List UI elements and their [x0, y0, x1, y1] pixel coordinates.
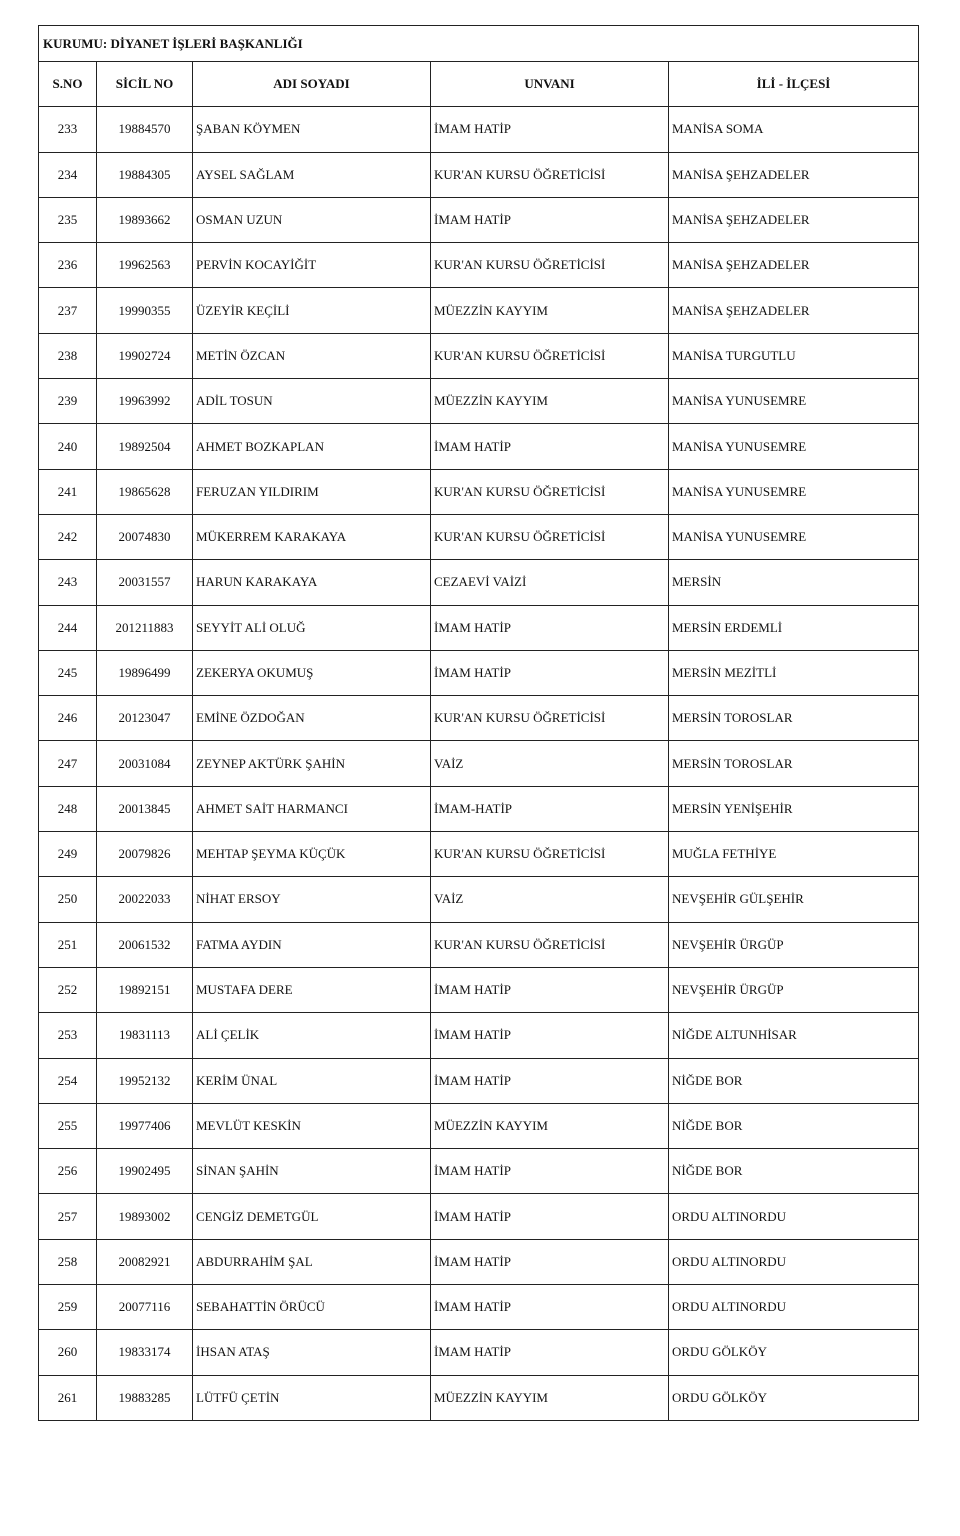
table-row: [39, 650, 919, 695]
table-row: [39, 832, 919, 877]
cell-sno: 248: [39, 786, 97, 831]
column-header-sicil-no: SİCİL NO: [97, 62, 193, 107]
table-row: [39, 1285, 919, 1330]
table-row: [39, 696, 919, 741]
cell-sno: 254: [39, 1058, 97, 1103]
cell-sno: 253: [39, 1013, 97, 1058]
cell-sicil-no: 201211883: [97, 605, 193, 650]
table-row: [39, 877, 919, 922]
cell-sicil-no: 20074830: [97, 514, 193, 559]
cell-title: KUR'AN KURSU ÖĞRETİCİSİ: [431, 696, 669, 741]
cell-location: ORDU GÖLKÖY: [669, 1375, 919, 1420]
cell-title: VAİZ: [431, 877, 669, 922]
cell-name: AHMET BOZKAPLAN: [193, 424, 431, 469]
cell-name: FATMA AYDIN: [193, 922, 431, 967]
cell-title: İMAM HATİP: [431, 1285, 669, 1330]
cell-name: ADİL TOSUN: [193, 379, 431, 424]
cell-sicil-no: 19892151: [97, 967, 193, 1012]
cell-location: MERSİN TOROSLAR: [669, 696, 919, 741]
table-row: [39, 288, 919, 333]
cell-sicil-no: 19963992: [97, 379, 193, 424]
cell-sicil-no: 20123047: [97, 696, 193, 741]
cell-location: NİĞDE BOR: [669, 1058, 919, 1103]
cell-location: MANİSA SOMA: [669, 107, 919, 152]
cell-location: MERSİN ERDEMLİ: [669, 605, 919, 650]
cell-sno: 259: [39, 1285, 97, 1330]
cell-sno: 243: [39, 560, 97, 605]
cell-sicil-no: 20061532: [97, 922, 193, 967]
cell-name: MEVLÜT KESKİN: [193, 1103, 431, 1148]
cell-name: ZEKERYA OKUMUŞ: [193, 650, 431, 695]
cell-name: NİHAT ERSOY: [193, 877, 431, 922]
table-row: [39, 1149, 919, 1194]
cell-name: ZEYNEP AKTÜRK ŞAHİN: [193, 741, 431, 786]
institution-row: [39, 26, 919, 62]
cell-title: MÜEZZİN KAYYIM: [431, 1103, 669, 1148]
cell-location: MANİSA YUNUSEMRE: [669, 379, 919, 424]
cell-name: MÜKERREM KARAKAYA: [193, 514, 431, 559]
cell-sicil-no: 19990355: [97, 288, 193, 333]
cell-title: İMAM HATİP: [431, 1058, 669, 1103]
cell-sicil-no: 19831113: [97, 1013, 193, 1058]
cell-name: EMİNE ÖZDOĞAN: [193, 696, 431, 741]
cell-title: KUR'AN KURSU ÖĞRETİCİSİ: [431, 152, 669, 197]
cell-sicil-no: 20082921: [97, 1239, 193, 1284]
cell-sicil-no: 19892504: [97, 424, 193, 469]
cell-location: MERSİN TOROSLAR: [669, 741, 919, 786]
cell-sicil-no: 19833174: [97, 1330, 193, 1375]
cell-name: ABDURRAHİM ŞAL: [193, 1239, 431, 1284]
cell-sno: 258: [39, 1239, 97, 1284]
cell-sno: 255: [39, 1103, 97, 1148]
column-header-name: ADI SOYADI: [193, 62, 431, 107]
cell-location: MERSİN YENİŞEHİR: [669, 786, 919, 831]
cell-name: AHMET SAİT HARMANCI: [193, 786, 431, 831]
cell-sno: 238: [39, 333, 97, 378]
cell-sno: 256: [39, 1149, 97, 1194]
cell-name: MUSTAFA DERE: [193, 967, 431, 1012]
table-row: [39, 197, 919, 242]
cell-location: MANİSA YUNUSEMRE: [669, 424, 919, 469]
cell-title: İMAM-HATİP: [431, 786, 669, 831]
cell-title: İMAM HATİP: [431, 967, 669, 1012]
cell-title: İMAM HATİP: [431, 1239, 669, 1284]
cell-title: İMAM HATİP: [431, 605, 669, 650]
cell-title: VAİZ: [431, 741, 669, 786]
table-row: [39, 1103, 919, 1148]
header-row: [39, 62, 919, 107]
cell-name: CENGİZ DEMETGÜL: [193, 1194, 431, 1239]
cell-sicil-no: 19884570: [97, 107, 193, 152]
cell-sicil-no: 20077116: [97, 1285, 193, 1330]
cell-sicil-no: 19902495: [97, 1149, 193, 1194]
cell-location: MANİSA ŞEHZADELER: [669, 243, 919, 288]
table-row: [39, 1194, 919, 1239]
column-header-location: İLİ - İLÇESİ: [669, 62, 919, 107]
cell-location: MANİSA YUNUSEMRE: [669, 514, 919, 559]
cell-title: MÜEZZİN KAYYIM: [431, 1375, 669, 1420]
cell-name: LÜTFÜ ÇETİN: [193, 1375, 431, 1420]
cell-location: MANİSA ŞEHZADELER: [669, 288, 919, 333]
cell-name: MEHTAP ŞEYMA KÜÇÜK: [193, 832, 431, 877]
cell-sno: 244: [39, 605, 97, 650]
table-body: [39, 107, 919, 1421]
cell-sicil-no: 19884305: [97, 152, 193, 197]
cell-sno: 237: [39, 288, 97, 333]
cell-title: İMAM HATİP: [431, 197, 669, 242]
table-row: [39, 1330, 919, 1375]
cell-name: OSMAN UZUN: [193, 197, 431, 242]
cell-title: İMAM HATİP: [431, 1013, 669, 1058]
cell-location: MANİSA ŞEHZADELER: [669, 197, 919, 242]
table-row: [39, 152, 919, 197]
cell-location: NİĞDE BOR: [669, 1103, 919, 1148]
table-row: [39, 1058, 919, 1103]
cell-location: ORDU ALTINORDU: [669, 1285, 919, 1330]
cell-location: NEVŞEHİR ÜRGÜP: [669, 922, 919, 967]
cell-location: NEVŞEHİR ÜRGÜP: [669, 967, 919, 1012]
cell-sicil-no: 20031084: [97, 741, 193, 786]
cell-name: HARUN KARAKAYA: [193, 560, 431, 605]
cell-sno: 247: [39, 741, 97, 786]
personnel-table: [38, 25, 919, 1421]
cell-name: METİN ÖZCAN: [193, 333, 431, 378]
table-row: [39, 1239, 919, 1284]
cell-sicil-no: 20079826: [97, 832, 193, 877]
cell-title: İMAM HATİP: [431, 424, 669, 469]
cell-name: ÜZEYİR KEÇİLİ: [193, 288, 431, 333]
cell-sicil-no: 19896499: [97, 650, 193, 695]
cell-name: ŞABAN KÖYMEN: [193, 107, 431, 152]
cell-location: MANİSA YUNUSEMRE: [669, 469, 919, 514]
table-row: [39, 333, 919, 378]
cell-title: KUR'AN KURSU ÖĞRETİCİSİ: [431, 832, 669, 877]
cell-title: KUR'AN KURSU ÖĞRETİCİSİ: [431, 469, 669, 514]
cell-sicil-no: 19893002: [97, 1194, 193, 1239]
table-row: [39, 379, 919, 424]
table-row: [39, 560, 919, 605]
cell-title: KUR'AN KURSU ÖĞRETİCİSİ: [431, 514, 669, 559]
cell-title: İMAM HATİP: [431, 1149, 669, 1194]
table-row: [39, 424, 919, 469]
table-row: [39, 1013, 919, 1058]
cell-sno: 249: [39, 832, 97, 877]
cell-location: MERSİN: [669, 560, 919, 605]
cell-sicil-no: 19893662: [97, 197, 193, 242]
cell-sicil-no: 19952132: [97, 1058, 193, 1103]
cell-name: SİNAN ŞAHİN: [193, 1149, 431, 1194]
cell-sicil-no: 20031557: [97, 560, 193, 605]
cell-name: FERUZAN YILDIRIM: [193, 469, 431, 514]
cell-sno: 239: [39, 379, 97, 424]
cell-sicil-no: 19977406: [97, 1103, 193, 1148]
cell-location: MUĞLA FETHİYE: [669, 832, 919, 877]
cell-title: İMAM HATİP: [431, 650, 669, 695]
cell-location: NEVŞEHİR GÜLŞEHİR: [669, 877, 919, 922]
cell-sicil-no: 19902724: [97, 333, 193, 378]
cell-sicil-no: 20013845: [97, 786, 193, 831]
cell-title: CEZAEVİ VAİZİ: [431, 560, 669, 605]
cell-name: SEBAHATTİN ÖRÜCÜ: [193, 1285, 431, 1330]
cell-title: İMAM HATİP: [431, 1194, 669, 1239]
cell-name: KERİM ÜNAL: [193, 1058, 431, 1103]
cell-sno: 234: [39, 152, 97, 197]
cell-title: MÜEZZİN KAYYIM: [431, 379, 669, 424]
table-row: [39, 1375, 919, 1420]
table-row: [39, 741, 919, 786]
cell-location: MANİSA ŞEHZADELER: [669, 152, 919, 197]
table-row: [39, 605, 919, 650]
cell-title: KUR'AN KURSU ÖĞRETİCİSİ: [431, 243, 669, 288]
cell-title: İMAM HATİP: [431, 107, 669, 152]
cell-sno: 251: [39, 922, 97, 967]
cell-sno: 250: [39, 877, 97, 922]
table-row: [39, 514, 919, 559]
cell-sicil-no: 19865628: [97, 469, 193, 514]
cell-location: ORDU GÖLKÖY: [669, 1330, 919, 1375]
cell-title: İMAM HATİP: [431, 1330, 669, 1375]
institution-label: KURUMU: DİYANET İŞLERİ BAŞKANLIĞI: [39, 26, 919, 62]
cell-sno: 242: [39, 514, 97, 559]
cell-sno: 257: [39, 1194, 97, 1239]
cell-location: ORDU ALTINORDU: [669, 1239, 919, 1284]
cell-location: NİĞDE ALTUNHİSAR: [669, 1013, 919, 1058]
cell-sicil-no: 19962563: [97, 243, 193, 288]
cell-sno: 245: [39, 650, 97, 695]
cell-location: ORDU ALTINORDU: [669, 1194, 919, 1239]
cell-sno: 233: [39, 107, 97, 152]
cell-sno: 252: [39, 967, 97, 1012]
cell-sno: 241: [39, 469, 97, 514]
cell-location: MERSİN MEZİTLİ: [669, 650, 919, 695]
cell-sno: 236: [39, 243, 97, 288]
cell-name: SEYYİT ALİ OLUĞ: [193, 605, 431, 650]
cell-sno: 261: [39, 1375, 97, 1420]
column-header-sno: S.NO: [39, 62, 97, 107]
cell-sicil-no: 19883285: [97, 1375, 193, 1420]
cell-name: ALİ ÇELİK: [193, 1013, 431, 1058]
cell-name: İHSAN ATAŞ: [193, 1330, 431, 1375]
table-row: [39, 243, 919, 288]
cell-location: NİĞDE BOR: [669, 1149, 919, 1194]
table-row: [39, 107, 919, 152]
table-row: [39, 922, 919, 967]
cell-sicil-no: 20022033: [97, 877, 193, 922]
cell-name: AYSEL SAĞLAM: [193, 152, 431, 197]
column-header-title: UNVANI: [431, 62, 669, 107]
cell-location: MANİSA TURGUTLU: [669, 333, 919, 378]
cell-title: MÜEZZİN KAYYIM: [431, 288, 669, 333]
cell-sno: 260: [39, 1330, 97, 1375]
cell-sno: 246: [39, 696, 97, 741]
cell-sno: 240: [39, 424, 97, 469]
cell-title: KUR'AN KURSU ÖĞRETİCİSİ: [431, 922, 669, 967]
table-row: [39, 786, 919, 831]
cell-sno: 235: [39, 197, 97, 242]
cell-name: PERVİN KOCAYİĞİT: [193, 243, 431, 288]
table-row: [39, 469, 919, 514]
table-row: [39, 967, 919, 1012]
cell-title: KUR'AN KURSU ÖĞRETİCİSİ: [431, 333, 669, 378]
